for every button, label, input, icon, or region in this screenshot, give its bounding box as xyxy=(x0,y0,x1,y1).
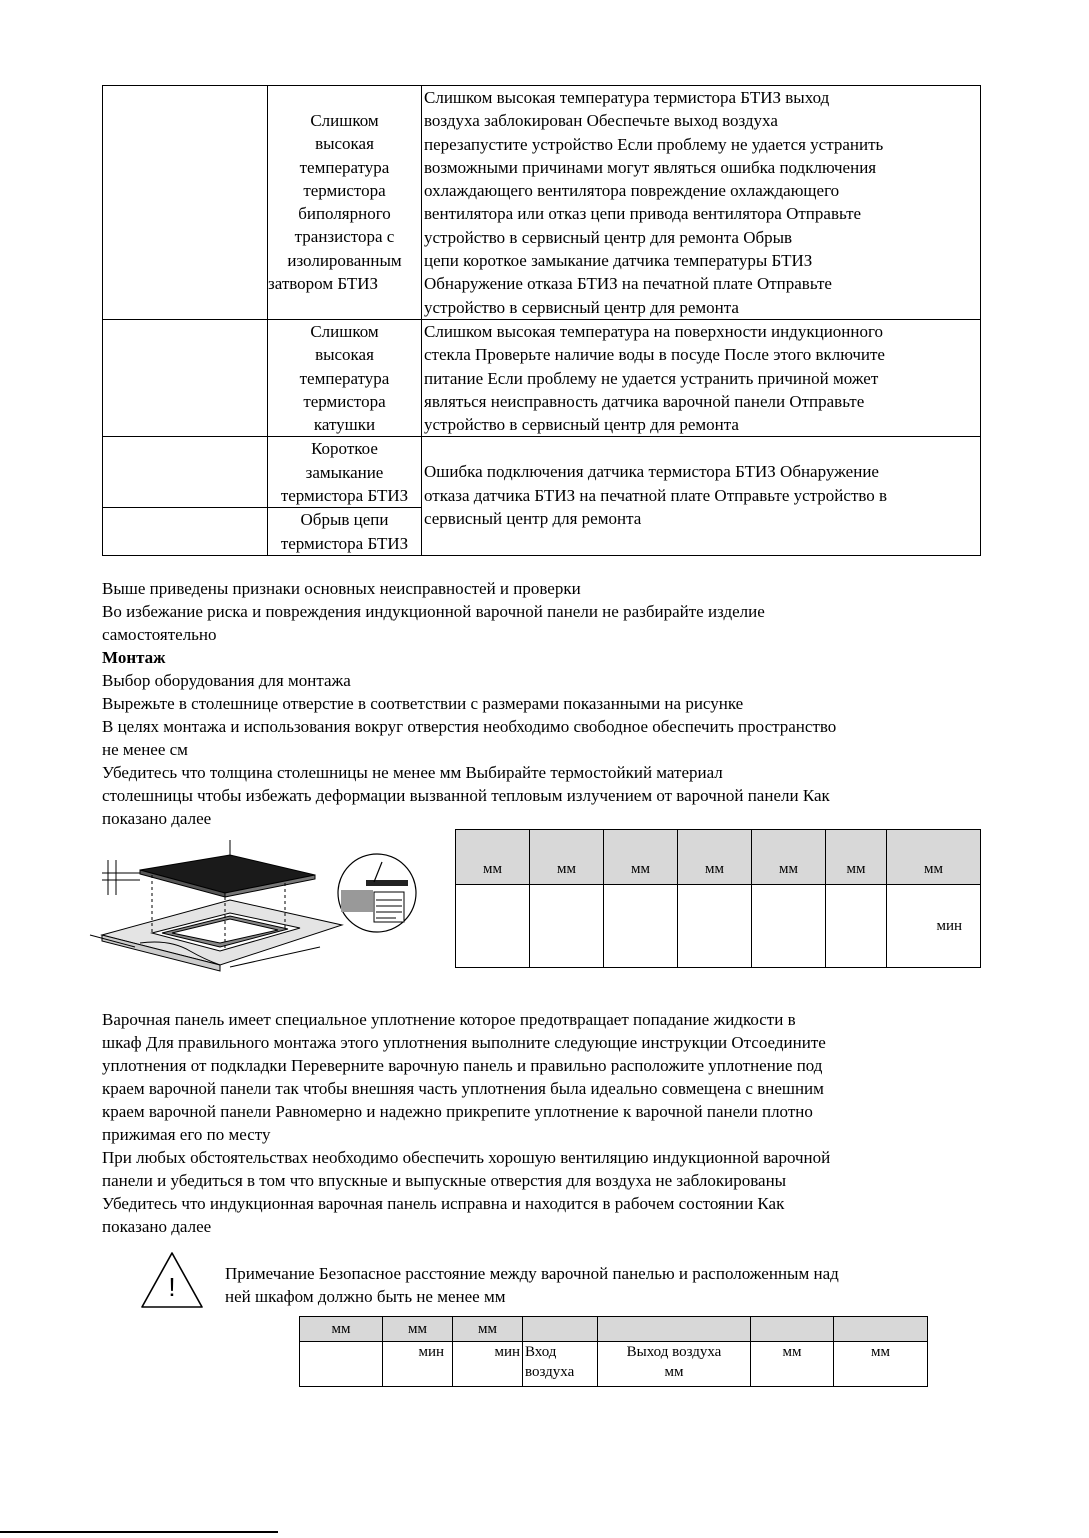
dimensions-value-row xyxy=(456,885,981,968)
text-line: уплотнения от подкладки Переверните варочную панель и правильно расположите уплотнение под xyxy=(102,1056,823,1075)
header-cell: мм xyxy=(453,1317,523,1342)
header-cell: мм xyxy=(383,1317,453,1342)
footer-rule xyxy=(0,1531,278,1533)
fault-code-cell xyxy=(103,319,268,436)
dimensions-header-row xyxy=(456,830,981,885)
seal-paragraph xyxy=(102,1008,992,1238)
cause-line: изолированным xyxy=(287,250,402,270)
value-line: мм xyxy=(664,1364,684,1380)
value-line: воздуха xyxy=(525,1364,575,1380)
section-title: Монтаж xyxy=(102,648,166,667)
value-cell xyxy=(751,1342,834,1387)
text-line: показано далее xyxy=(102,809,212,828)
fault-cause-cell xyxy=(268,319,422,436)
text-line: панели и убедиться в том что впускные и выпускные отверстия для воздуха не заблокированы xyxy=(102,1171,787,1190)
value-line: Выход воздуха xyxy=(626,1344,722,1360)
header-cell: мм xyxy=(752,830,826,885)
text-line: Варочная панель имеет специальное уплотнение которое предотвращает попадание жидкости в xyxy=(102,1010,796,1029)
remedy-line: устройство в сервисный центр для ремонта xyxy=(424,415,739,435)
cause-line: термистора xyxy=(303,391,386,411)
text-line: столешницы чтобы избежать деформации вызванной тепловым излучением от варочной панели Как xyxy=(102,786,830,805)
fault-code-cell xyxy=(103,437,268,508)
header-cell xyxy=(523,1317,598,1342)
text-line: Выбор оборудования для монтажа xyxy=(102,671,351,690)
remedy-line: стекла Проверьте наличие воды в посуде После этого включите xyxy=(424,345,885,365)
remedy-line: Обнаружение отказа БТИЗ на печатной плате Отправьте xyxy=(424,274,832,294)
value-cell xyxy=(678,885,752,968)
note-paragraph xyxy=(225,1262,985,1308)
cause-line: температура xyxy=(299,157,390,177)
value-line: мм xyxy=(871,1344,890,1360)
detail-inset-diagram xyxy=(336,852,418,934)
remedy-line: Слишком высокая температура на поверхности индукционного xyxy=(424,321,884,341)
text-line: При любых обстоятельствах необходимо обеспечить хорошую вентиляцию индукционной варочной xyxy=(102,1148,831,1167)
remedy-line: устройство в сервисный центр для ремонта xyxy=(424,297,739,317)
remedy-line: являться неисправность датчика варочной панели Отправьте xyxy=(424,391,865,411)
dimensions-table xyxy=(455,829,981,968)
text-line: Выше приведены признаки основных неисправностей и проверки xyxy=(102,579,581,598)
value-cell xyxy=(826,885,887,968)
value-cell xyxy=(598,1342,751,1387)
header-cell xyxy=(598,1317,751,1342)
text-line: не менее см xyxy=(102,740,188,759)
fault-row xyxy=(103,86,981,320)
cause-line: затвором БТИЗ xyxy=(268,274,379,294)
fault-remedy-cell xyxy=(422,319,981,436)
intro-paragraph xyxy=(102,577,992,830)
value-cell xyxy=(834,1342,928,1387)
remedy-line: охлаждающего вентилятора повреждение охлаждающего xyxy=(424,181,840,201)
value-cell xyxy=(300,1342,383,1387)
remedy-line: устройство в сервисный центр для ремонта Обрыв xyxy=(424,227,793,247)
fault-code-cell xyxy=(103,508,268,556)
fault-row xyxy=(103,319,981,436)
fault-cause-cell xyxy=(268,86,422,320)
remedy-line: воздуха заблокирован Обеспечьте выход воздуха xyxy=(424,111,778,131)
remedy-line: отказа датчика БТИЗ на печатной плате Отправьте устройство в xyxy=(424,485,888,505)
text-line: Примечание Безопасное расстояние между варочной панелью и расположенным над xyxy=(225,1264,839,1283)
cause-line: термистора xyxy=(303,180,386,200)
ventilation-table xyxy=(299,1316,928,1387)
remedy-line: Ошибка подключения датчика термистора БТИЗ Обнаружение xyxy=(424,462,879,482)
value-cell xyxy=(453,1342,523,1387)
header-cell: мм xyxy=(604,830,678,885)
cause-line: транзистора с xyxy=(294,227,395,247)
text-line: самостоятельно xyxy=(102,625,217,644)
text-line: Убедитесь что индукционная варочная панель исправна и находится в рабочем состоянии Как xyxy=(102,1194,785,1213)
cause-line: Слишком xyxy=(310,321,379,341)
text-line: Во избежание риска и повреждения индукционной варочной панели не разбирайте изделие xyxy=(102,602,765,621)
text-line: краем варочной панели Равномерно и надежно прикрепите уплотнение к варочной панели плотно xyxy=(102,1102,813,1121)
text-line: Вырежьте в столешнице отверстие в соответствии с размерами показанными на рисунке xyxy=(102,694,744,713)
remedy-line: цепи короткое замыкание датчика температуры БТИЗ xyxy=(424,251,813,271)
value-cell: мин xyxy=(887,885,981,968)
value-line: мин xyxy=(494,1344,520,1360)
cause-line: замыкание xyxy=(305,462,384,482)
remedy-line: питание Если проблему не удается устранить причиной может xyxy=(424,368,879,388)
text-line: В целях монтажа и использования вокруг отверстия необходимо свободное обеспечить пространство xyxy=(102,717,837,736)
value-cell xyxy=(523,1342,598,1387)
header-cell: мм xyxy=(530,830,604,885)
warning-symbol: ! xyxy=(168,1272,176,1302)
fault-cause-cell xyxy=(268,508,422,556)
remedy-line: вентилятора или отказ цепи привода вентилятора Отправьте xyxy=(424,204,862,224)
header-cell: мм xyxy=(826,830,887,885)
ventilation-value-row xyxy=(300,1342,928,1387)
header-cell xyxy=(834,1317,928,1342)
ventilation-header-row xyxy=(300,1317,928,1342)
header-cell: мм xyxy=(456,830,530,885)
warning-icon xyxy=(139,1250,205,1310)
remedy-line: Слишком высокая температура термистора БТИЗ выход xyxy=(424,88,830,107)
fault-table xyxy=(102,85,981,556)
text-line: ней шкафом должно быть не менее мм xyxy=(225,1287,506,1306)
text-line: прижимая его по месту xyxy=(102,1125,271,1144)
fault-code-cell xyxy=(103,86,268,320)
cause-line: температура xyxy=(299,368,390,388)
cause-line: термистора БТИЗ xyxy=(280,533,409,553)
value-cell xyxy=(752,885,826,968)
fault-row xyxy=(103,437,981,508)
cause-line: термистора БТИЗ xyxy=(280,486,409,506)
remedy-line: сервисный центр для ремонта xyxy=(424,509,642,529)
value-line: мин xyxy=(418,1344,444,1360)
cause-line: высокая xyxy=(315,134,374,154)
cause-line: Слишком xyxy=(310,111,379,130)
header-cell: мм xyxy=(887,830,981,885)
value-cell xyxy=(604,885,678,968)
header-cell: мм xyxy=(678,830,752,885)
value-cell xyxy=(456,885,530,968)
value-line: мм xyxy=(782,1344,802,1360)
remedy-line: возможными причинами могут являться ошибка подключения xyxy=(424,157,877,177)
cause-line: катушки xyxy=(313,415,376,435)
cause-line: биполярного xyxy=(298,204,391,224)
cause-line: Обрыв цепи xyxy=(300,510,389,530)
fault-remedy-cell xyxy=(422,86,981,320)
value-cell xyxy=(530,885,604,968)
fault-remedy-cell xyxy=(422,437,981,555)
text-line: шкаф Для правильного монтажа этого уплотнения выполните следующие инструкции Отсоедините xyxy=(102,1033,826,1052)
header-cell: мм xyxy=(300,1317,383,1342)
value-line: Вход xyxy=(525,1344,557,1360)
value-cell xyxy=(383,1342,453,1387)
remedy-line: перезапустите устройство Если проблему не удается устранить xyxy=(424,134,884,154)
text-line: краем варочной панели так чтобы внешняя часть уплотнения была идеально совмещена с внешним xyxy=(102,1079,824,1098)
cause-line: высокая xyxy=(315,345,374,365)
text-line: показано далее xyxy=(102,1217,212,1236)
cause-line: Короткое xyxy=(311,439,378,459)
header-cell xyxy=(751,1317,834,1342)
fault-cause-cell xyxy=(268,437,422,508)
text-line: Убедитесь что толщина столешницы не менее мм Выбирайте термостойкий материал xyxy=(102,763,723,782)
